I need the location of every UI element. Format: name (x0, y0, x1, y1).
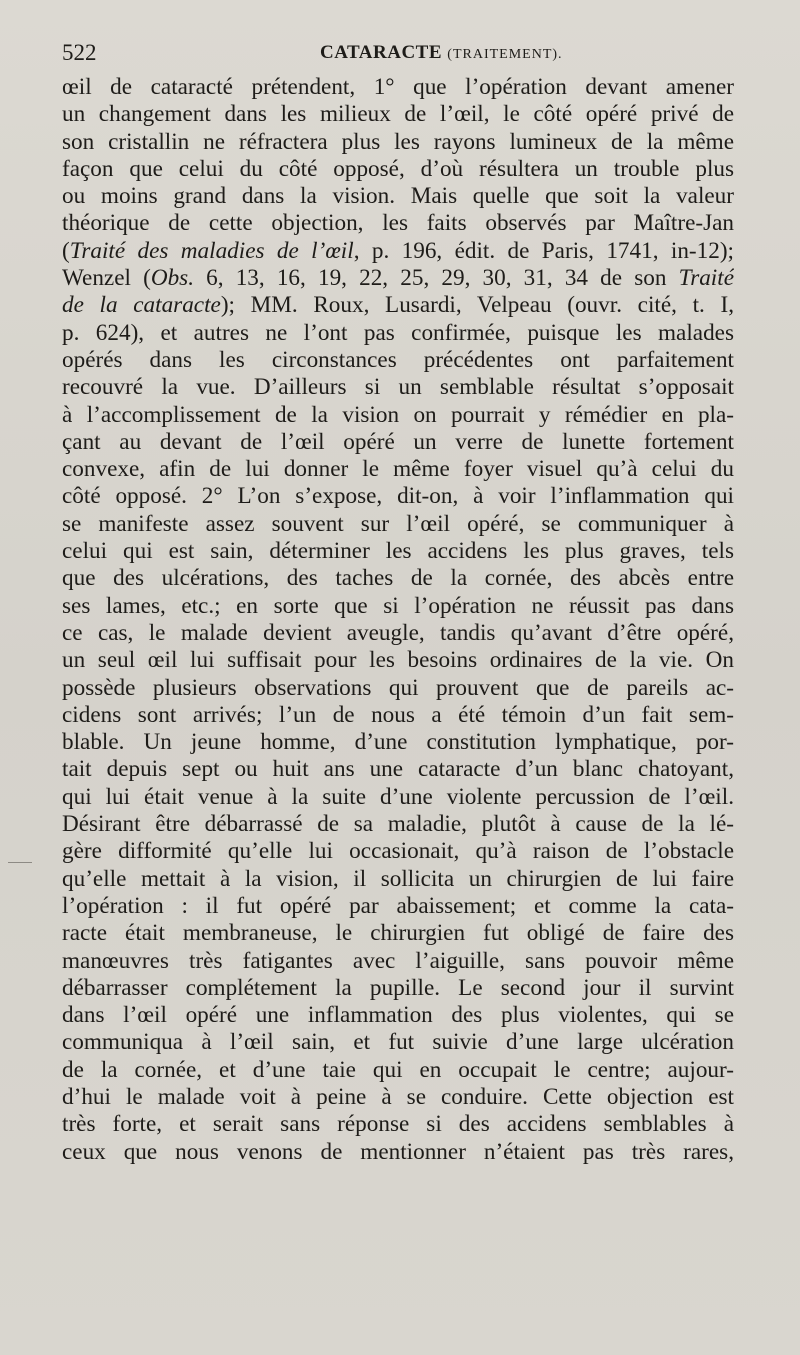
text-line: d’hui le malade voit à peine à se conduire. Cette objection est (62, 1083, 734, 1110)
running-title-subtitle: (TRAITEMENT). (447, 47, 563, 62)
text-line: (Traité des maladies de l’œil, p. 196, édit. de Paris, 1741, in-12); (62, 237, 734, 264)
text-line: ses lames, etc.; en sorte que si l’opération ne réussit pas dans (62, 592, 734, 619)
text-line: communiqua à l’œil sain, et fut suivie d’une large ulcération (62, 1029, 734, 1056)
text-line: possède plusieurs observations qui prouvent que de pareils ac- (62, 674, 734, 701)
text-line: çant au devant de l’œil opéré un verre de lunette fortement (62, 428, 734, 455)
running-header (62, 40, 734, 70)
text-line: p. 624), et autres ne l’ont pas confirmée, puisque les malades (62, 319, 734, 346)
text-line: qui lui était venue à la suite d’une violente percussion de l’œil. (62, 783, 734, 810)
text-line: dans l’œil opéré une inflammation des plus violentes, qui se (62, 1002, 734, 1029)
text-line: côté opposé. 2° L’on s’expose, dit-on, à voir l’inflammation qui (62, 483, 734, 510)
text-line: à l’accomplissement de la vision on pourrait y rémédier en pla- (62, 401, 734, 428)
text-line: blable. Un jeune homme, d’une constitution lymphatique, por- (62, 729, 734, 756)
text-line: qu’elle mettait à la vision, il sollicita un chirurgien de lui faire (62, 865, 734, 892)
text-line: l’opération : il fut opéré par abaissement; et comme la cata- (62, 892, 734, 919)
text-line: de la cataracte); MM. Roux, Lusardi, Velpeau (ouvr. cité, t. I, (62, 292, 734, 319)
text-line: un changement dans les milieux de l’œil, le côté opéré privé de (62, 101, 734, 128)
text-line: tait depuis sept ou huit ans une cataracte d’un blanc chatoyant, (62, 756, 734, 783)
text-line: cidens sont arrivés; l’un de nous a été témoin d’un fait sem- (62, 701, 734, 728)
text-line: Désirant être débarrassé de sa maladie, plutôt à cause de la lé- (62, 811, 734, 838)
margin-mark (8, 862, 32, 863)
text-line: se manifeste assez souvent sur l’œil opéré, se communiquer à (62, 510, 734, 537)
body-text (62, 74, 734, 1166)
text-line: un seul œil lui suffisait pour les besoins ordinaires de la vie. On (62, 647, 734, 674)
text-line: gère difformité qu’elle lui occasionait, qu’à raison de l’obstacle (62, 838, 734, 865)
text-line: ceux que nous venons de mentionner n’étaient pas très rares, (62, 1138, 734, 1165)
running-title (320, 42, 563, 64)
text-line: ou moins grand dans la vision. Mais quelle que soit la valeur (62, 183, 734, 210)
text-line: de la cornée, et d’une taie qui en occupait le centre; aujour- (62, 1056, 734, 1083)
text-line: œil de cataracté prétendent, 1° que l’opération devant amener (62, 74, 734, 100)
text-line: convexe, afin de lui donner le même foyer visuel qu’à celui du (62, 456, 734, 483)
text-line: manœuvres très fatigantes avec l’aiguille, sans pouvoir même (62, 947, 734, 974)
text-line: opérés dans les circonstances précédentes ont parfaitement (62, 346, 734, 373)
text-line: racte était membraneuse, le chirurgien fut obligé de faire des (62, 920, 734, 947)
text-line: façon que celui du côté opposé, d’où résultera un trouble plus (62, 155, 734, 182)
text-line: que des ulcérations, des taches de la cornée, des abcès entre (62, 565, 734, 592)
text-line: celui qui est sain, déterminer les accidens les plus graves, tels (62, 538, 734, 565)
text-line: son cristallin ne réfractera plus les rayons lumineux de la même (62, 128, 734, 155)
text-line: très forte, et serait sans réponse si des accidens semblables à (62, 1111, 734, 1138)
text-line: débarrasser complétement la pupille. Le second jour il survint (62, 974, 734, 1001)
text-line: ce cas, le malade devient aveugle, tandis qu’avant d’être opéré, (62, 619, 734, 646)
running-title-main: CATARACTE (320, 42, 443, 63)
text-line: théorique de cette objection, les faits observés par Maître-Jan (62, 210, 734, 237)
text-line: recouvré la vue. D’ailleurs si un semblable résultat s’opposait (62, 374, 734, 401)
text-line: Wenzel (Obs. 6, 13, 16, 19, 22, 25, 29, 30, 31, 34 de son Traité (62, 265, 734, 292)
page-number: 522 (62, 40, 97, 65)
